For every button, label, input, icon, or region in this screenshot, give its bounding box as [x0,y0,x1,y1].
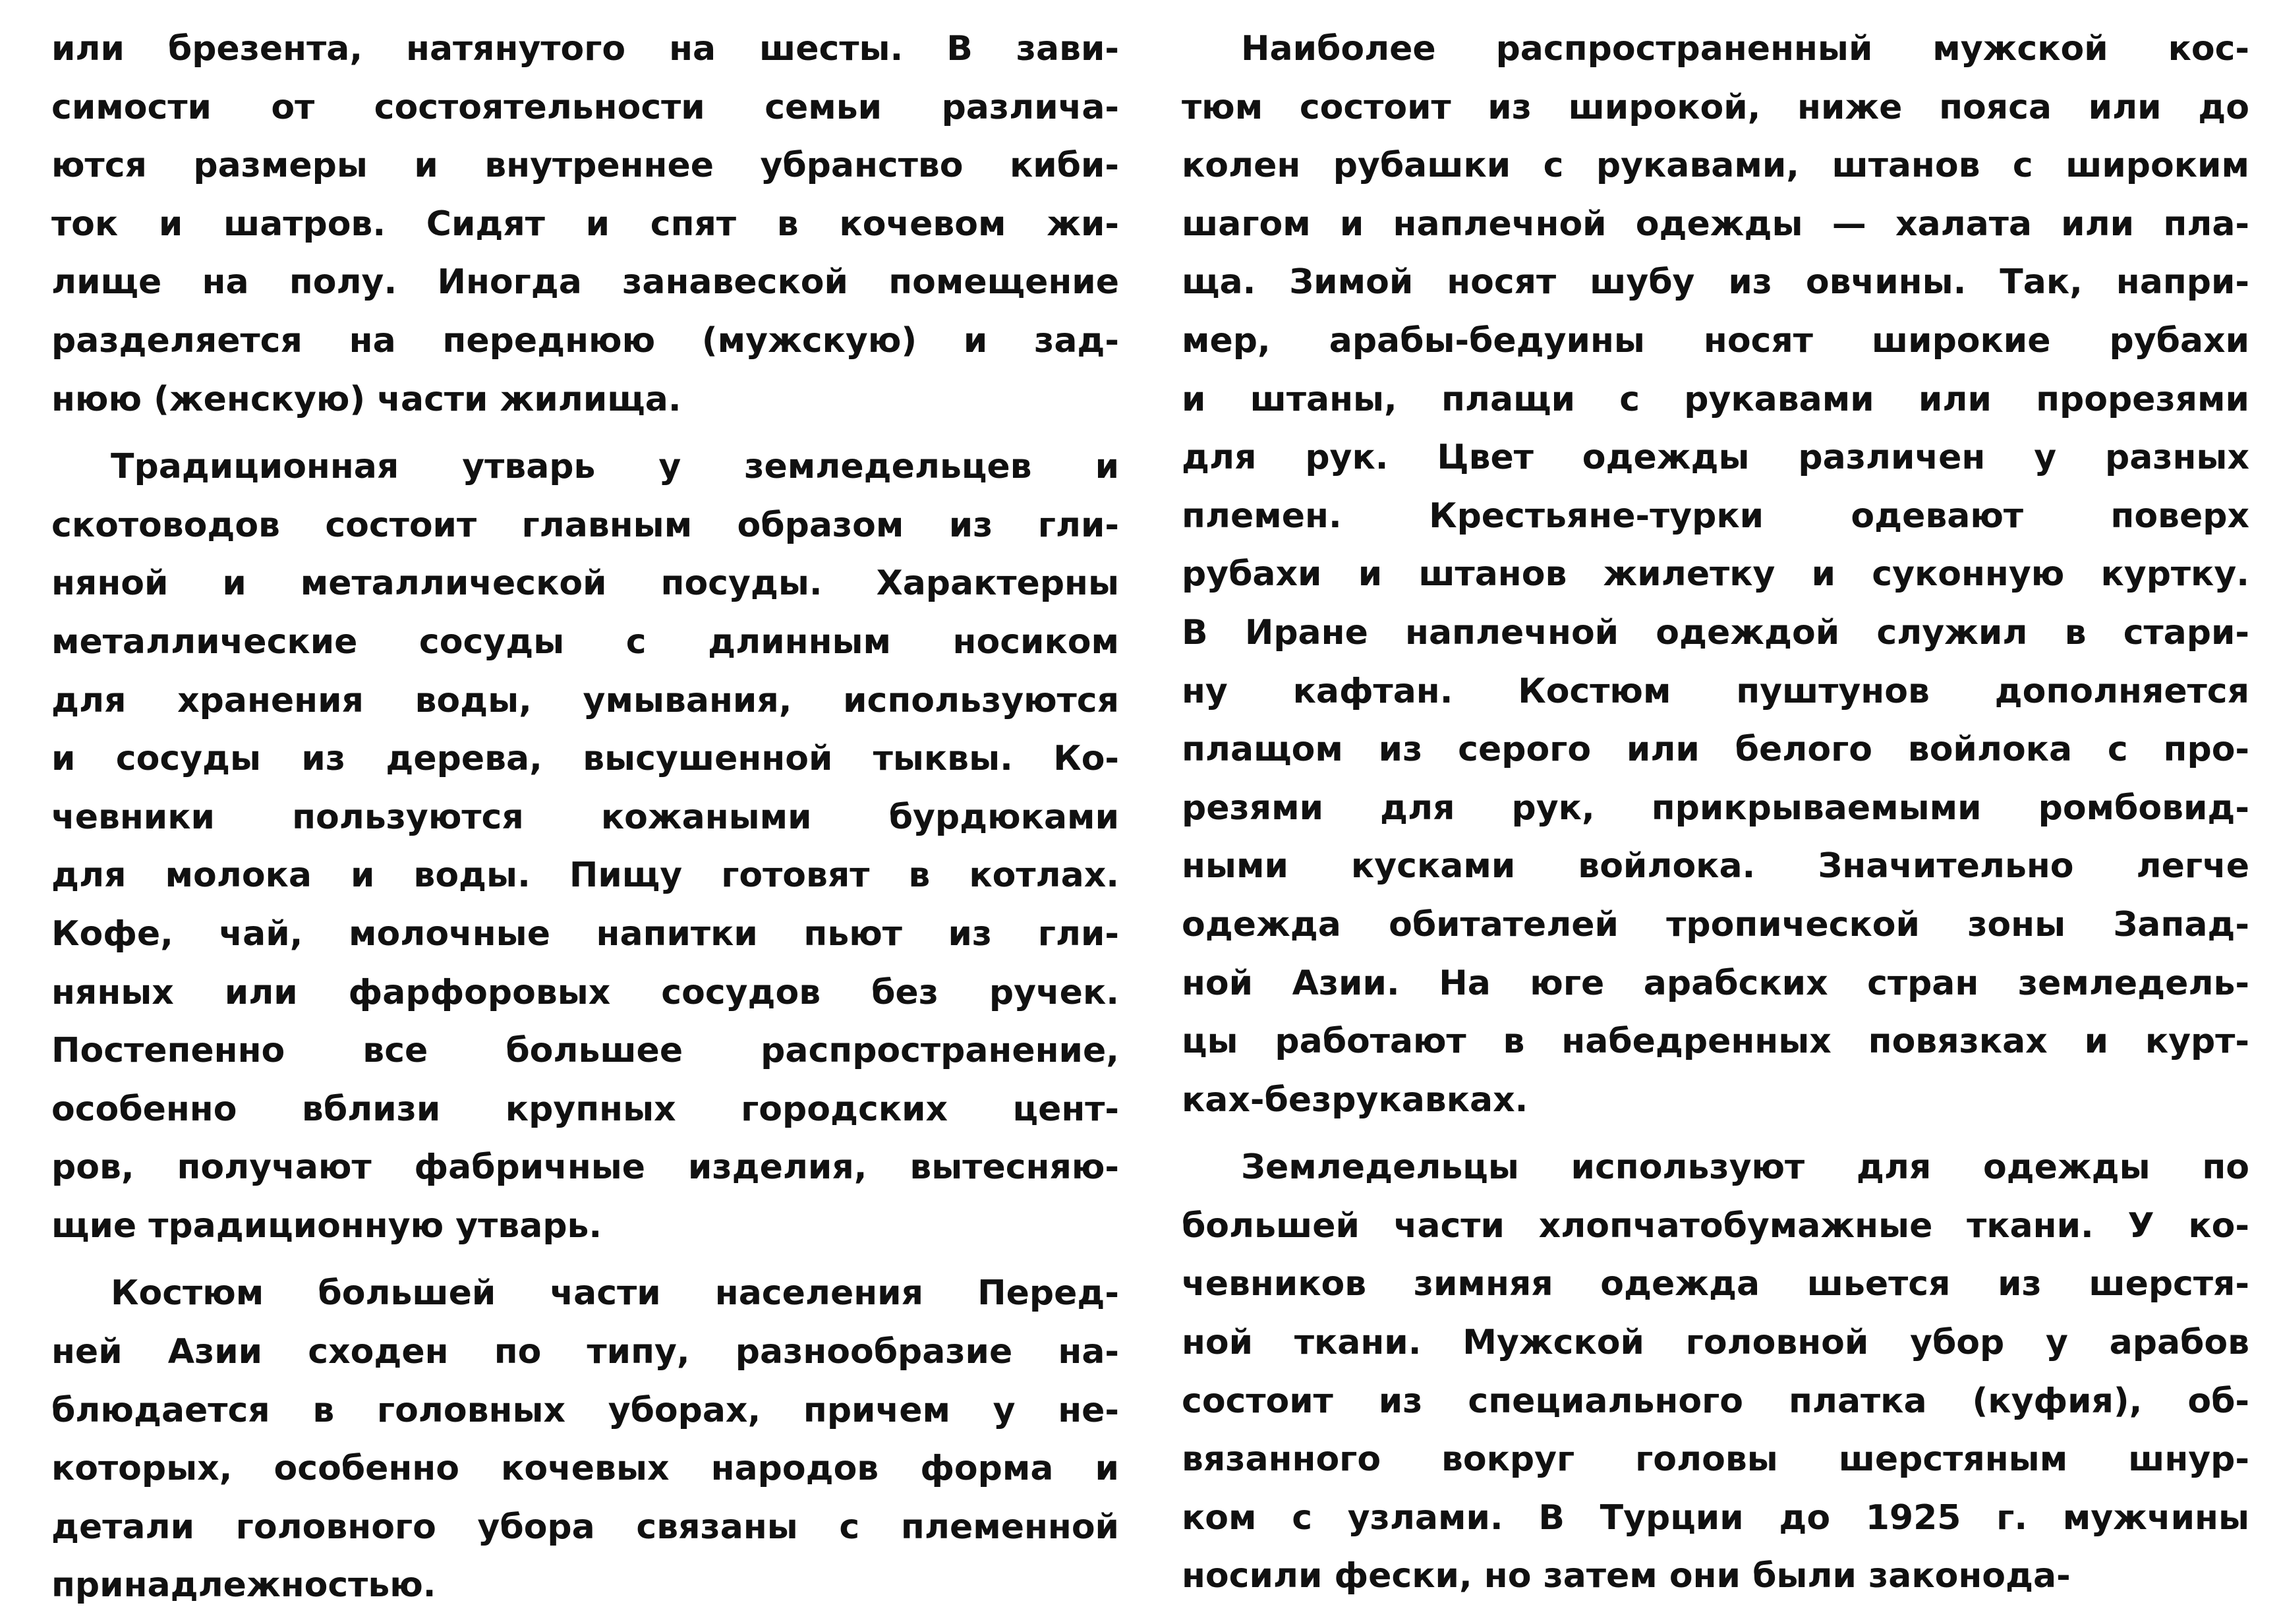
paragraph [51,438,1119,1255]
text-line: металлические сосуды с длинным носиком [51,622,1119,662]
text-line: ной Азии. На юге арабских стран земледель- [1182,963,2249,1003]
text-line: ров, получают фабричные изделия, вытесняю- [51,1147,1119,1188]
text-line: большей части хлопчатобумажные ткани. У ко- [1182,1205,2249,1246]
text-line: ну кафтан. Костюм пуштунов дополняется [1182,671,2249,711]
text-line: или брезента, натянутого на шесты. В зави- [51,29,1119,69]
text-line: симости от состоятельности семьи различа- [51,87,1119,127]
text-line: которых, особенно кочевых народов форма и [51,1449,1119,1489]
text-line: разделяется на переднюю (мужскую) и зад- [51,320,1119,361]
right-text-column [1182,20,2249,1615]
text-line: особенно вблизи крупных городских цент- [51,1089,1119,1129]
text-line: мер, арабы-бедуины носят широкие рубахи [1182,320,2249,361]
text-line: Традиционная утварь у земледельцев и [111,447,1119,487]
text-line: нюю (женскую) части жилища. [51,379,681,419]
text-line: рубахи и штанов жилетку и суконную куртку. [1182,554,2249,594]
text-line: Наиболее распространенный мужской кос- [1241,29,2249,69]
text-line: состоит из специального платка (куфия), об- [1182,1381,2249,1421]
text-line: резями для рук, прикрываемыми ромбовид- [1182,788,2249,828]
text-line: детали головного убора связаны с племенной [51,1507,1119,1547]
text-line: Кофе, чай, молочные напитки пьют из гли- [51,914,1119,954]
paragraph [51,20,1119,428]
text-line: вязанного вокруг головы шерстяным шнур- [1182,1439,2249,1480]
text-line: плащом из серого или белого войлока с про- [1182,730,2249,770]
text-line: чевники пользуются кожаными бурдюками [51,797,1119,837]
text-line: тюм состоит из широкой, ниже пояса или до [1182,87,2249,127]
text-line: шагом и наплечной одежды — халата или пла- [1182,204,2249,244]
text-line: няных или фарфоровых сосудов без ручек. [51,972,1119,1012]
text-line: няной и металлической посуды. Характерны [51,564,1119,604]
left-text-column [51,20,1119,1624]
text-line: чевников зимняя одежда шьется из шерстя- [1182,1264,2249,1304]
text-line: ней Азии сходен по типу, разнообразие на- [51,1332,1119,1372]
text-line: и сосуды из дерева, высушенной тыквы. Ко- [51,739,1119,779]
text-line: щие традиционную утварь. [51,1205,602,1246]
text-line: Постепенно все большее распространение, [51,1031,1119,1071]
text-line: В Иране наплечной одеждой служил в стари- [1182,612,2249,652]
text-line: ток и шатров. Сидят и спят в кочевом жи- [51,204,1119,244]
text-line: колен рубашки с рукавами, штанов с широким [1182,146,2249,186]
text-line: ща. Зимой носят шубу из овчины. Так, напри- [1182,262,2249,303]
text-line: принадлежностью. [51,1565,436,1606]
text-line: скотоводов состоит главным образом из гли- [51,505,1119,545]
text-line: носили фески, но затем они были законода- [1182,1556,2071,1596]
text-line: для хранения воды, умывания, используются [51,680,1119,720]
text-line: ной ткани. Мужской головной убор у арабов [1182,1323,2249,1363]
text-line: блюдается в головных уборах, причем у не- [51,1390,1119,1430]
text-line: ках-безрукавках. [1182,1080,1528,1120]
text-line: племен. Крестьяне-турки одевают поверх [1182,496,2249,536]
text-line: лище на полу. Иногда занавеской помещение [51,262,1119,303]
paragraph [1182,1138,2249,1606]
paragraph [51,1264,1119,1615]
text-line: одежда обитателей тропической зоны Запад- [1182,904,2249,944]
text-line: ются размеры и внутреннее убранство киби- [51,146,1119,186]
text-line: цы работают в набедренных повязках и курт- [1182,1022,2249,1062]
text-line: Костюм большей части населения Перед- [111,1273,1119,1314]
text-line: и штаны, плащи с рукавами или прорезями [1182,379,2249,419]
text-line: для рук. Цвет одежды различен у разных [1182,438,2249,478]
paragraph [1182,20,2249,1129]
text-line: для молока и воды. Пищу готовят в котлах. [51,856,1119,896]
text-line: ными кусками войлока. Значительно легче [1182,846,2249,886]
text-line: Земледельцы используют для одежды по [1241,1147,2249,1188]
text-line: ком с узлами. В Турции до 1925 г. мужчины [1182,1497,2249,1538]
